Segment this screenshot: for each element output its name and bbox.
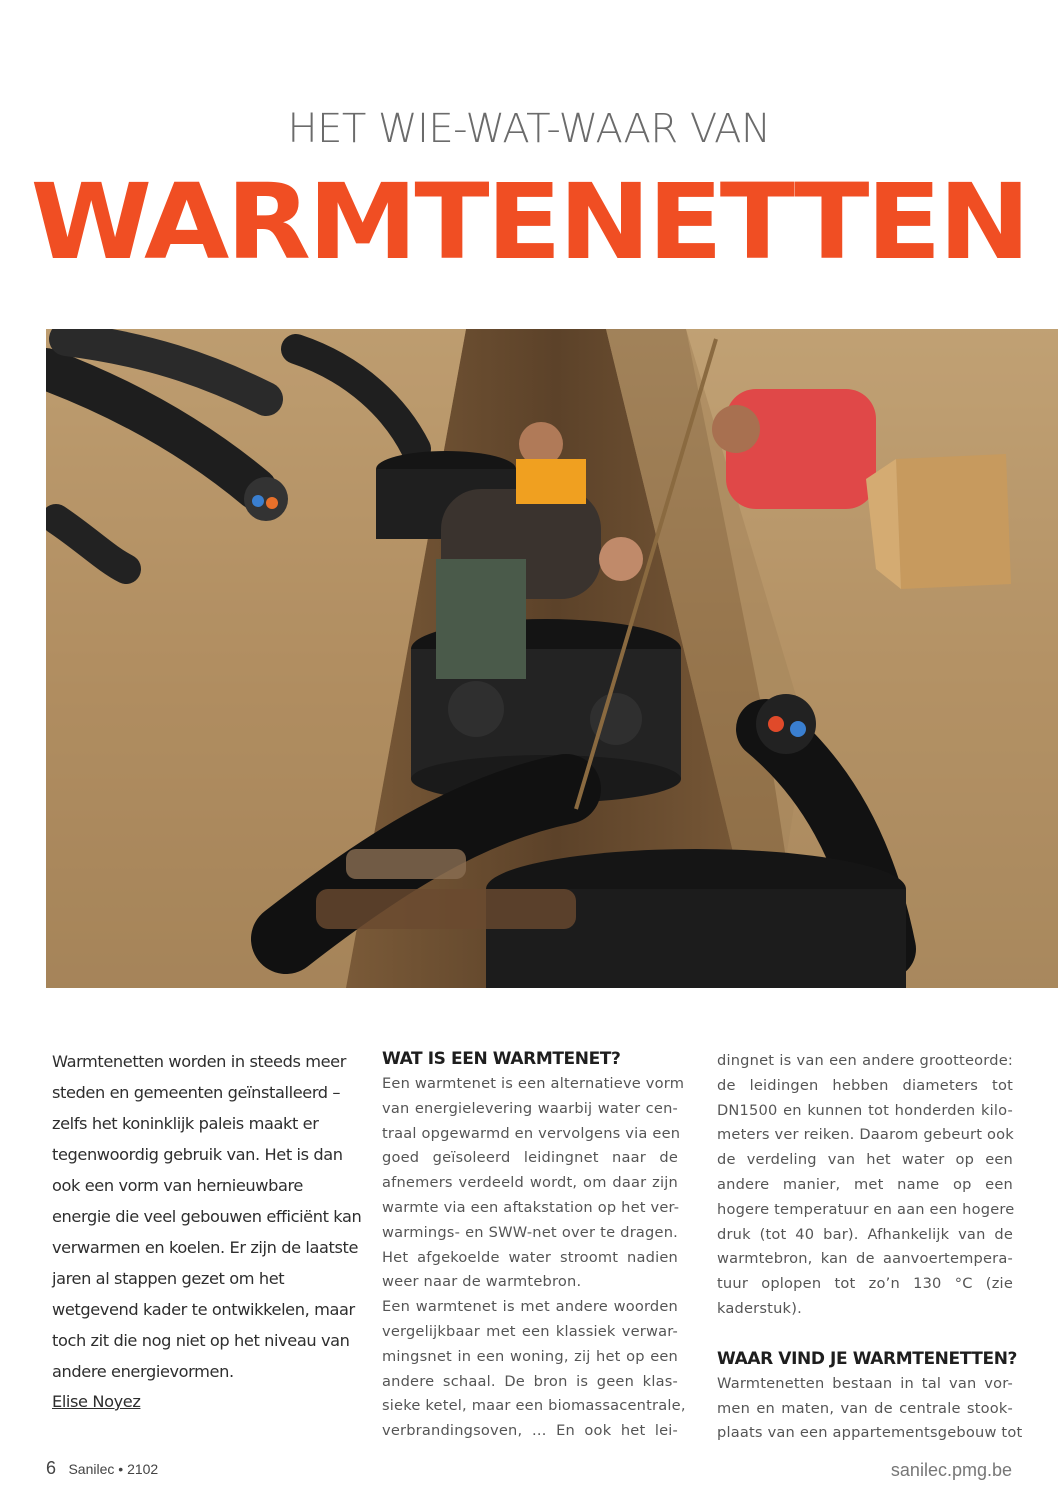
intro-line: ook een vorm van hernieuwbare [52,1176,303,1195]
body-line: van energielevering waarbij water cen- [382,1099,678,1117]
body-line: andere schaal. De bron is geen klas- [382,1372,678,1390]
body-line: andere manier, met name op een [717,1175,1013,1193]
body-line: sieke ketel, maar een biomassacentrale, [382,1397,686,1415]
body-line: dingnet is van een andere grootteorde: [717,1052,1013,1069]
body-line: goed geïsoleerd leidingnet naar de [382,1149,678,1167]
section-heading-what: WAT IS EEN WARMTENET? [382,1049,621,1069]
article-kicker: HET WIE-WAT-WAAR VAN [287,106,771,152]
body-line: de leidingen hebben diameters tot [717,1076,1013,1094]
body-line: mingsnet in een woning, zij het op een [382,1347,678,1365]
intro-line: verwarmen en koelen. Er zijn de laatste [52,1238,359,1257]
intro-line: jaren al stappen gezet om het [52,1269,285,1288]
body-line: plaats van een appartementsgebouw tot [717,1424,1023,1442]
article-photo [46,329,1058,988]
intro-line: energie die veel gebouwen efficiënt kan [52,1207,362,1226]
author-link[interactable]: Elise Noyez [52,1392,141,1411]
intro-line: wetgevend kader te ontwikkelen, maar [52,1300,355,1319]
body-line: Warmtenetten bestaan in tal van vor- [717,1374,1013,1392]
page-footer-left [46,1458,158,1479]
body-line: de verdeling van het water op een [717,1151,1013,1169]
photo-illustration [46,329,1058,988]
body-line: men en maten, van de centrale stook- [717,1399,1013,1417]
website-link[interactable]: sanilec.pmg.be [890,1460,1012,1480]
body-line: traal opgewarmd en vervolgens via een [382,1124,681,1142]
page-number: 6 [46,1458,57,1478]
magazine-issue: Sanilec • 2102 [68,1461,159,1477]
body-line: Een warmtenet is een alternatieve vorm [382,1075,685,1092]
body-line: kaderstuk). [717,1299,802,1317]
intro-line: steden en gemeenten geïnstalleerd – [52,1083,341,1102]
intro-line: toch zit die nog niet op het niveau van [52,1331,350,1350]
body-line: tuur oplopen tot zo’n 130 °C (zie [717,1275,1013,1293]
intro-line: zelfs het koninklijk paleis maakt er [52,1114,319,1133]
body-line: vergelijkbaar met een klassiek verwar- [382,1322,678,1340]
body-line: meters ver reiken. Daarom gebeurt ook [717,1126,1014,1144]
body-line: afnemers verdeeld wordt, om daar zijn [382,1174,678,1192]
body-line: Het afgekoelde water stroomt nadien [382,1248,678,1266]
intro-paragraph [52,1046,362,1387]
intro-line: tegenwoordig gebruik van. Het is dan [52,1145,343,1164]
body-line: verbrandingsoven, … En ook het lei- [382,1422,678,1440]
body-line: hogere temperatuur en aan een hogere [717,1200,1015,1218]
body-column-2 [382,1046,686,1444]
body-column-3 [717,1049,1023,1446]
intro-line: andere energievormen. [52,1362,234,1381]
body-line: weer naar de warmtebron. [382,1273,582,1291]
article-headline: WARMTENETTEN [30,161,1028,283]
body-line: warmtebron, kan de aanvoertempera- [717,1250,1013,1268]
body-line: warmings- en SWW-net over te dragen. [382,1223,678,1241]
intro-line: Warmtenetten worden in steeds meer [52,1052,346,1071]
body-line: DN1500 en kunnen tot honderden kilo- [717,1101,1013,1119]
body-line: warmte via een aftakstation op het ver- [382,1198,680,1216]
body-line: druk (tot 40 bar). Afhankelijk van de [717,1225,1013,1243]
section-heading-where: WAAR VIND JE WARMTENETTEN? [717,1348,1017,1369]
body-line: Een warmtenet is met andere woorden [382,1298,678,1316]
